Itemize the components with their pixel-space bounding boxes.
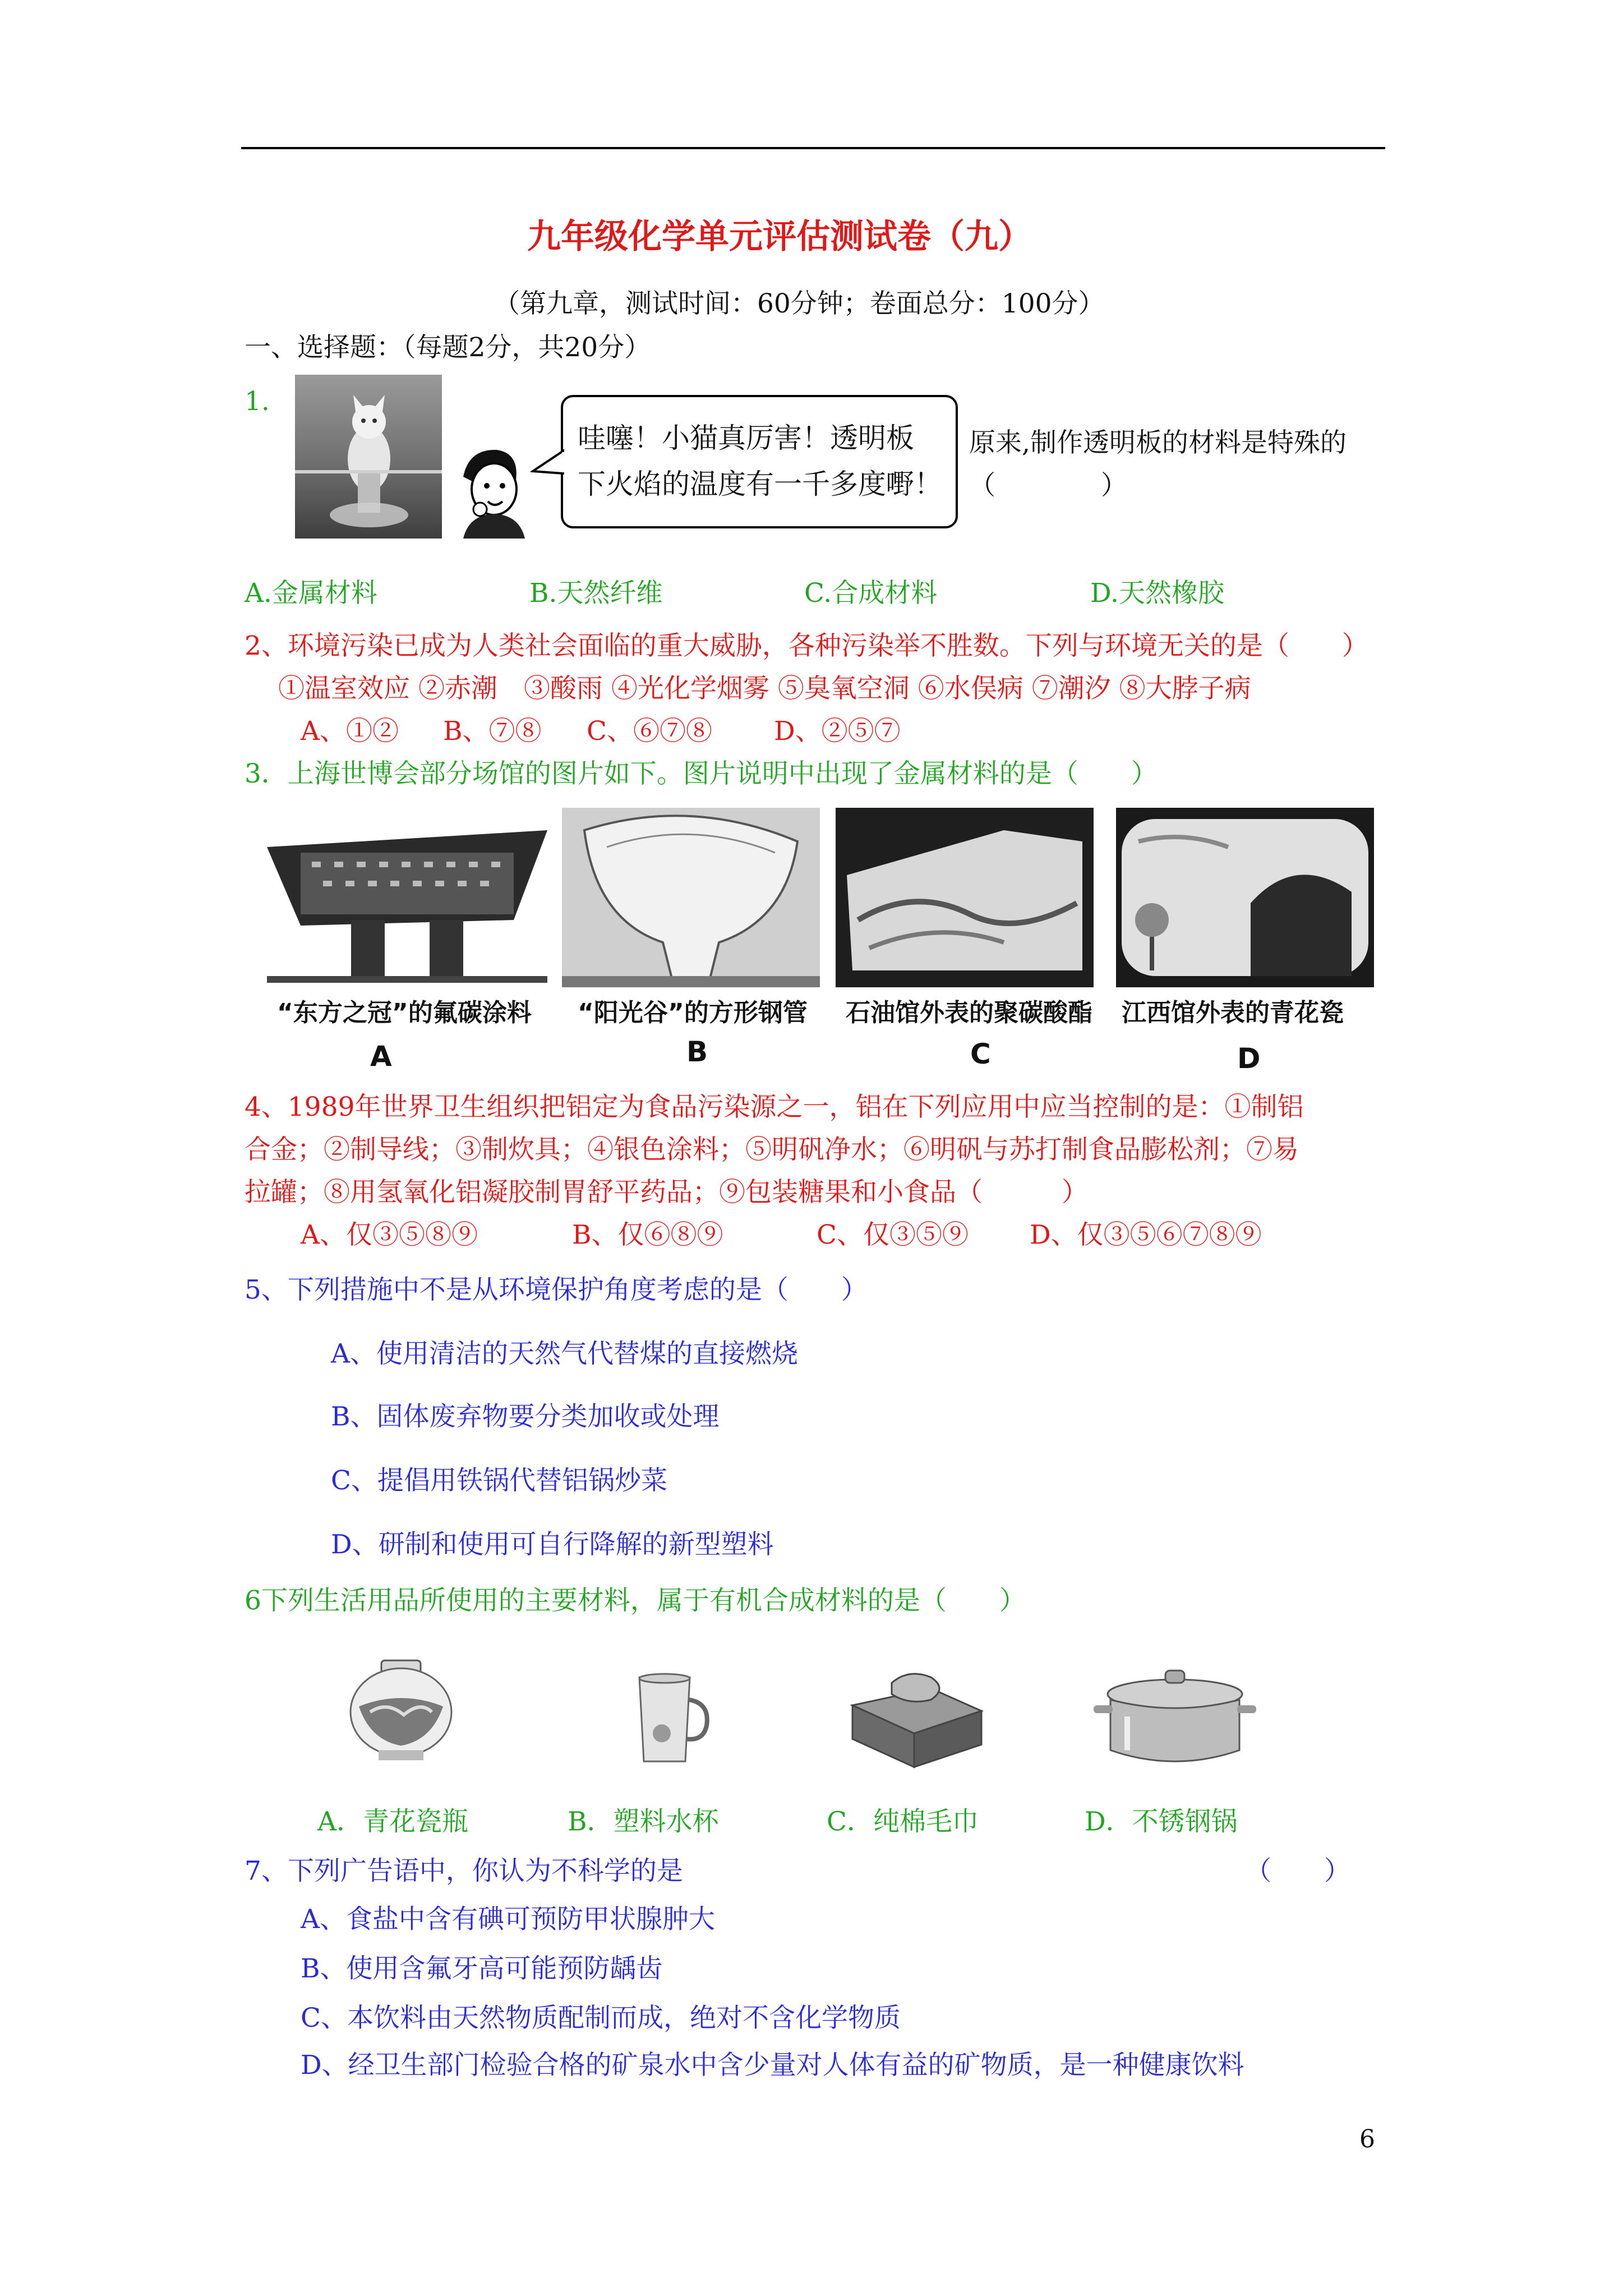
- q2-option-c: C、⑥⑦⑧: [587, 716, 712, 747]
- page-number: 6: [1359, 2125, 1375, 2154]
- q7-option-b: B、使用含氟牙高可能预防龋齿: [301, 1953, 663, 1984]
- bubble-text-line1: 哇噻！小猫真厉害！透明板: [578, 422, 914, 454]
- expo-pavilion-b-photo: [562, 808, 820, 987]
- q6-option-a: A．青花瓷瓶: [317, 1806, 468, 1837]
- q7-option-c: C、本饮料由天然物质配制而成，绝对不含化学物质: [301, 2003, 901, 2033]
- speech-bubble: [561, 395, 958, 528]
- q3-letter-b: B: [686, 1036, 708, 1068]
- q2-option-d: D、②⑤⑦: [774, 716, 901, 747]
- q2-items: ①温室效应 ②赤潮 ③酸雨 ④光化学烟雾 ⑤臭氧空洞 ⑥水俣病 ⑦潮汐 ⑧大脖子病: [278, 673, 1251, 704]
- porcelain-vase-photo: [348, 1656, 454, 1763]
- q4-option-c: C、仅③⑤⑨: [817, 1220, 969, 1250]
- q1-option-d: D.天然橡胶: [1090, 578, 1224, 609]
- section-heading: 一、选择题：（每题2分，共20分）: [245, 332, 651, 363]
- q3-letter-c: C: [970, 1038, 991, 1070]
- plastic-cup-photo: [628, 1672, 712, 1767]
- q1-option-b: B.天然纤维: [529, 578, 663, 609]
- cartoon-boy-illustration: [446, 443, 531, 539]
- q2-option-b: B、⑦⑧: [443, 716, 542, 747]
- page-title: 九年级化学单元评估测试卷（九）: [527, 217, 1032, 256]
- q7-stem: 7、下列广告语中，你认为不科学的是: [245, 1856, 683, 1887]
- q3-stem: 3．上海世博会部分场馆的图片如下。图片说明中出现了金属材料的是（ ）: [245, 758, 1158, 789]
- q1-number: 1.: [245, 386, 270, 417]
- q3-caption-b: “阳光谷”的方形钢管: [578, 999, 808, 1027]
- expo-pavilion-a-photo: [267, 808, 547, 987]
- page-subtitle: （第九章，测试时间：60分钟；卷面总分：100分）: [494, 288, 1105, 319]
- q4-line2: 合金；②制导线；③制炊具；④银色涂料；⑤明矾净水；⑥明矾与苏打制食品膨松剂；⑦易: [245, 1134, 1299, 1165]
- q4-line3: 拉罐；⑧用氢氧化铝凝胶制胃舒平药品；⑨包装糖果和小食品（ ）: [245, 1177, 1088, 1208]
- q4-option-b: B、仅⑥⑧⑨: [572, 1220, 723, 1250]
- q3-caption-c: 石油馆外表的聚碳酸酯: [846, 999, 1092, 1027]
- q6-option-b: B．塑料水杯: [568, 1806, 719, 1837]
- q5-option-d: D、研制和使用可自行降解的新型塑料: [331, 1529, 774, 1560]
- q1-answer-bracket: （ ）: [969, 470, 1127, 501]
- q5-stem: 5、下列措施中不是从环境保护角度考虑的是（ ）: [245, 1274, 868, 1305]
- q3-caption-a: “东方之冠”的氟碳涂料: [277, 999, 532, 1027]
- q5-option-a: A、使用清洁的天然气代替煤的直接燃烧: [331, 1338, 798, 1369]
- q2-stem: 2、环境污染已成为人类社会面临的重大威胁，各种污染举不胜数。下列与环境无关的是（ ）: [245, 631, 1368, 661]
- q4-option-d: D、仅③⑤⑥⑦⑧⑨: [1030, 1220, 1262, 1250]
- bubble-tail: [531, 449, 565, 482]
- q7-answer-bracket: （ ）: [1245, 1856, 1350, 1887]
- q7-option-a: A、食盐中含有碘可预防甲状腺肿大: [301, 1904, 715, 1935]
- q1-option-c: C.合成材料: [804, 578, 938, 609]
- q1-stem-line1: 原来,制作透明板的材料是特殊的: [969, 427, 1347, 458]
- q5-option-c: C、提倡用铁锅代替铝锅炒菜: [331, 1465, 667, 1496]
- cotton-towels-photo: [847, 1666, 987, 1773]
- expo-pavilion-c-photo: [836, 808, 1094, 987]
- cat-on-glass-photo: [295, 375, 442, 539]
- q6-option-d: D．不锈钢锅: [1085, 1806, 1238, 1837]
- q1-option-a: A.金属材料: [245, 578, 377, 609]
- q2-option-a: A、①②: [301, 716, 399, 747]
- q3-caption-d: 江西馆外表的青花瓷: [1122, 999, 1344, 1027]
- q4-option-a: A、仅③⑤⑧⑨: [301, 1220, 478, 1250]
- q4-line1: 4、1989年世界卫生组织把铝定为食品污染源之一，铝在下列应用中应当控制的是：①制铝: [245, 1092, 1304, 1122]
- header-rule: [241, 147, 1385, 149]
- bubble-text-line2: 下火焰的温度有一千多度嘢！: [578, 468, 942, 500]
- q3-letter-a: A: [370, 1040, 392, 1073]
- q5-option-b: B、固体废弃物要分类加收或处理: [331, 1401, 720, 1432]
- steel-pot-photo: [1094, 1660, 1256, 1773]
- expo-pavilion-d-photo: [1116, 808, 1374, 987]
- q7-option-d: D、经卫生部门检验合格的矿泉水中含少量对人体有益的矿物质，是一种健康饮料: [301, 2050, 1244, 2081]
- q6-stem: 6下列生活用品所使用的主要材料，属于有机合成材料的是（ ）: [245, 1585, 1026, 1616]
- q3-letter-d: D: [1237, 1042, 1261, 1075]
- q6-option-c: C．纯棉毛巾: [827, 1806, 979, 1837]
